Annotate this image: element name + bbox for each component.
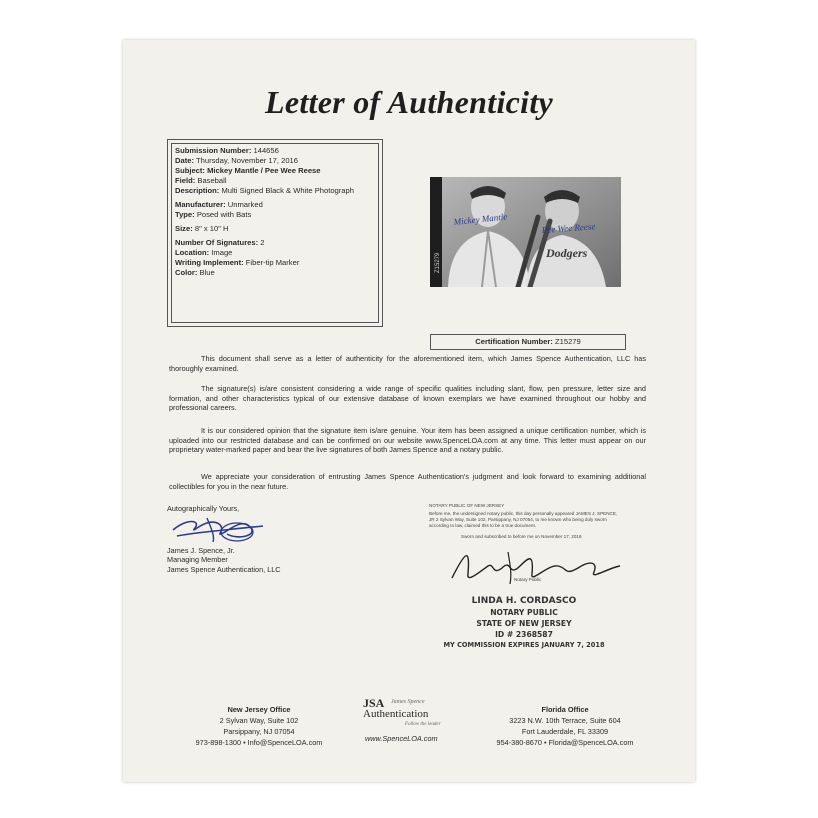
fl-office-contact: 954-380-8670 • Florida@SpenceLOA.com — [496, 738, 634, 747]
fl-office-address2: Fort Lauderdale, FL 33309 — [521, 727, 609, 736]
signer-role: Managing Member — [167, 555, 228, 565]
info-row-submission — [175, 146, 375, 156]
fl-office-heading: Florida Office — [541, 705, 589, 714]
jsa-logo — [353, 696, 465, 746]
item-info-inner — [171, 143, 379, 323]
photo-image — [430, 177, 621, 287]
closing-text: Autographically Yours, — [167, 504, 240, 513]
footer-nj-office — [181, 704, 337, 748]
nj-office-heading: New Jersey Office — [227, 705, 291, 714]
notary-title: NOTARY PUBLIC — [490, 608, 558, 617]
paragraph-closing: We appreciate your consideration of entrusting James Spence Authentication's judgment and look forward to examining additional collectibles for you in the near future. — [169, 472, 646, 491]
item-photograph — [430, 177, 621, 287]
info-row-location — [175, 248, 375, 258]
notary-id: ID # 2368587 — [495, 630, 553, 639]
item-info-box — [167, 139, 383, 327]
photo-signature-reese: Pee Wee Reese — [541, 221, 596, 235]
info-value: Thursday, November 17, 2016 — [195, 156, 298, 165]
info-label: Submission Number: — [175, 146, 252, 155]
footer-fl-office — [475, 704, 655, 748]
jsa-mark: JSA — [363, 696, 385, 710]
info-label: Manufacturer: — [175, 200, 226, 209]
page-title: Letter of Authenticity — [264, 84, 554, 120]
info-label: Description: — [175, 186, 220, 195]
notary-statement: Before me, the undersigned notary public, this day personally appeared JAMES J. SPENCE, JR 2 Sylvan Way, Suite 102, Parsippany, NJ 07054, to me known who being duly sworn according to law, claimed this to be a true document. — [429, 511, 618, 528]
info-value: Fiber-tip Marker — [245, 258, 300, 267]
certification-number-box — [430, 334, 626, 350]
info-value: Unmarked — [227, 200, 263, 209]
paragraph-opinion: It is our considered opinion that the signature item is/are genuine. Your item has been assigned a unique certification number, which is uploaded into our restricted database and can be confirmed on our website www.SpenceLOA.com at any time. This letter must appear on our proprietary water-marked paper and bear the live signatures of both James Spence and a notary public. — [169, 426, 646, 455]
notary-name: LINDA H. CORDASCO — [471, 596, 577, 606]
info-label: Location: — [175, 248, 210, 257]
nj-office-contact: 973-898-1300 • Info@SpenceLOA.com — [195, 738, 323, 747]
info-row-signatures — [175, 238, 375, 248]
info-value: 8" x 10" H — [194, 224, 229, 233]
info-value: Mickey Mantle / Pee Wee Reese — [207, 166, 321, 175]
info-label: Number Of Signatures: — [175, 238, 259, 247]
info-label: Subject: — [175, 166, 205, 175]
info-value: 2 — [260, 238, 265, 247]
info-label: Type: — [175, 210, 195, 219]
spence-signature — [167, 510, 277, 546]
notary-heading: NOTARY PUBLIC OF NEW JERSEY — [429, 503, 505, 508]
notary-signature-caption: Notary Public — [514, 577, 542, 582]
info-label: Color: — [175, 268, 198, 277]
photo-signature-mantle: Mickey Mantle — [453, 211, 508, 227]
info-label: Writing Implement: — [175, 258, 244, 267]
info-value: Blue — [199, 268, 215, 277]
info-label: Size: — [175, 224, 193, 233]
letter-paper — [123, 40, 695, 782]
cert-label: Certification Number: — [475, 337, 553, 346]
nj-office-address2: Parsippany, NJ 07054 — [223, 727, 295, 736]
info-row-date — [175, 156, 375, 166]
fl-office-address1: 3223 N.W. 10th Terrace, Suite 604 — [509, 716, 621, 725]
info-value: Multi Signed Black & White Photograph — [221, 186, 354, 195]
info-row-writing-implement — [175, 258, 375, 268]
info-row-type — [175, 210, 375, 220]
cert-value: Z15279 — [555, 337, 581, 346]
info-row-manufacturer — [175, 200, 375, 210]
info-value: Image — [211, 248, 233, 257]
notary-stamp — [429, 596, 619, 651]
signer-name: James J. Spence, Jr. — [167, 545, 235, 555]
photo-vertical-text: Z15279 — [435, 252, 441, 273]
notary-state: STATE OF NEW JERSEY — [476, 619, 572, 628]
info-value: 144656 — [253, 146, 279, 155]
jsa-url: www.SpenceLOA.com — [365, 734, 438, 743]
signer-company: James Spence Authentication, LLC — [167, 564, 281, 574]
info-label: Field: — [175, 176, 196, 185]
info-value: Baseball — [197, 176, 227, 185]
info-row-color — [175, 268, 375, 278]
info-row-field — [175, 176, 375, 186]
photo-jersey-text: Dodgers — [546, 246, 588, 260]
notary-sworn: Sworn and subscribed to before me on November 17, 2016 — [461, 534, 582, 539]
info-row-subject — [175, 166, 375, 176]
signer-block — [167, 504, 317, 574]
info-value: Posed with Bats — [196, 210, 252, 219]
info-row-size — [175, 224, 375, 234]
info-row-description — [175, 186, 375, 196]
info-label: Date: — [175, 156, 194, 165]
notary-expiration: MY COMMISSION EXPIRES JANUARY 7, 2018 — [443, 641, 605, 649]
nj-office-address1: 2 Sylvan Way, Suite 102 — [219, 716, 299, 725]
jsa-small-text: James Spence — [391, 699, 425, 705]
jsa-wordmark: Authentication — [363, 708, 429, 720]
jsa-tagline: Follow the leader — [405, 722, 441, 727]
paragraph-intro: This document shall serve as a letter of authenticity for the aforementioned item, which James Spence Authentication, LLC has thoroughly examined. — [169, 354, 646, 373]
paragraph-signature-analysis: The signature(s) is/are consistent considering a wide range of specific qualities including slant, flow, pen pressure, letter size and formation, and other characteristics typical of our extensive database of known exemplars we have examined throughout our hobby and professional careers. — [169, 384, 646, 413]
